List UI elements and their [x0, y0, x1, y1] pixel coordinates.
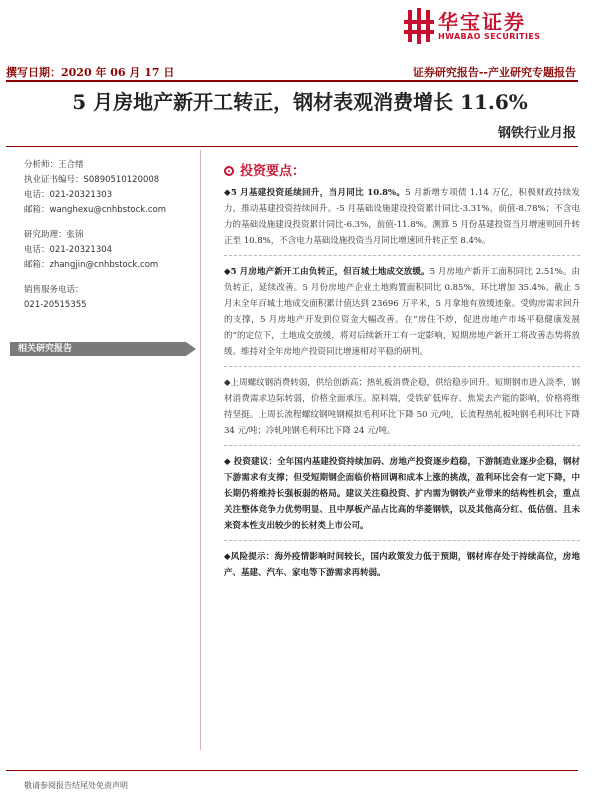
author-sidebar — [24, 158, 194, 313]
report-title: 5 月房地产新开工转正，钢材表观消费增长 11.6% — [72, 90, 528, 114]
column-divider — [200, 150, 201, 750]
report-subtitle: 钢铁行业月报 — [497, 126, 576, 141]
point-real-estate-lead: ◆5 月房地产新开工由负转正，但百城土地成交放缓。 — [224, 267, 430, 277]
point-steel-market: ◆上周螺纹钢消费转弱，供给创新高；热轧板消费企稳，供给稳步回升。短期钢市进入淡季，钢材消费需求边际转弱，价格全面承压。原料端，受铁矿低库存、焦炭去产能的影响，价格将维持坚挺。上周长流程螺纹钢吨钢模拟毛利环比下降 50 元/吨，长流程热轧板吨钢毛利环比下降 34 元/吨；冷轧吨钢毛利环比下降 24 元/吨。 — [224, 378, 580, 436]
report-date: 撰写日期：2020 年 06 月 17 日 — [6, 66, 175, 79]
title-divider — [6, 146, 578, 147]
risk-warning-text: ◆风险提示：海外疫情影响时间较长，国内政策发力低于预期，钢材库存处于持续高位，房地产、基建、汽车、家电等下游需求再转弱。 — [224, 552, 580, 578]
report-category: 证券研究报告--产业研究专题报告 — [412, 66, 576, 79]
company-logo — [404, 6, 580, 46]
assistant-phone: 电话：021-20321304 — [24, 245, 113, 255]
logo-chinese-name: 华宝证券 — [438, 10, 526, 34]
investment-advice-text: ◆ 投资建议：全年国内基建投资持续加码、房地产投资逐步趋稳，下游制造业逐步企稳，钢材下游需求有支撑；但受短期钢企面临价格回调和成本上涨的挑战，盈利环比会有一定下降，中长期仍将维持长强板弱的格局。建议关注稳投资、扩内需为钢铁产业带来的结构性机会，重点关注整体竞争力优势明显、且中厚板产品占比高的华菱钢铁，以及其他高分红、低估值、且未来资本性支出较少的长材类上市公司。 — [224, 457, 580, 531]
sales-phone: 021-20515355 — [24, 300, 87, 310]
related-reports-header: 相关研究报告 — [10, 342, 186, 356]
sales-label: 销售服务电话： — [24, 285, 84, 295]
dashed-separator — [224, 540, 580, 542]
dashed-separator — [224, 366, 580, 368]
assistant-name: 研究助理：张锦 — [24, 230, 84, 240]
point-real-estate-text: 5 月房地产新开工面积同比 2.51%。由负转正，延续改善。5 月份房地产企业土地购置面积同比 0.85%，环比增加 35.4%。截止 5 月末全年百城土地成交面积累计值达到 23696 万平米，5 月拿地有放缓迹象。受购房需求回升的支撑，5 月房地产开发到位资金大幅改善。在“房住不炒，促进房地产市场平稳健康发展的”的定位下，土地成交放缓，将对后续新开工有一定影响，短期房地产新开工将改善态势将放缓。维持对全年房地产投资同比增速相对平稳的研判。 — [224, 267, 580, 357]
main-content — [224, 160, 580, 581]
target-icon — [224, 166, 234, 176]
point-infrastructure-text: 5 月新增专项债 1.14 万亿，积极财政持续发力，推动基建投资持续回升。-5 月基础设施建设投资累计同比-3.31%，前值-8.78%；不含电力的基础设施建设投资累计同比-6.3%，前值-11.8%。测算 5 月份基建投资当月增速则回升转正至 10.8%，不含电力基础设施投资当月同比增速回升转正至 8.4%。 — [224, 188, 580, 246]
key-points-heading — [224, 160, 580, 179]
header-divider — [6, 80, 578, 82]
logo-english-name: HWABAO SECURITIES — [438, 32, 541, 41]
analyst-phone: 电话：021-20321303 — [24, 190, 113, 200]
point-real-estate — [224, 264, 580, 360]
dashed-separator — [224, 445, 580, 447]
point-investment-advice — [224, 454, 580, 534]
footer-divider — [6, 770, 578, 771]
point-risk-warning — [224, 549, 580, 581]
analyst-name: 分析师：王合绪 — [24, 160, 84, 170]
dashed-separator — [224, 255, 580, 257]
point-infrastructure — [224, 185, 580, 249]
assistant-email[interactable]: 邮箱：zhangjin@cnhbstock.com — [24, 260, 159, 270]
analyst-email[interactable]: 邮箱：wanghexu@cnhbstock.com — [24, 205, 167, 215]
key-points-title: 投资要点： — [240, 164, 306, 179]
footer-disclaimer: 敬请参阅报告结尾处免责声明 — [24, 781, 128, 790]
point-infrastructure-lead: ◆5 月基建投资延续回升，当月同比 10.8%。 — [224, 188, 406, 198]
analyst-license: 执业证书编号：S0890510120008 — [24, 175, 160, 185]
hwabao-logo-icon — [404, 8, 434, 44]
